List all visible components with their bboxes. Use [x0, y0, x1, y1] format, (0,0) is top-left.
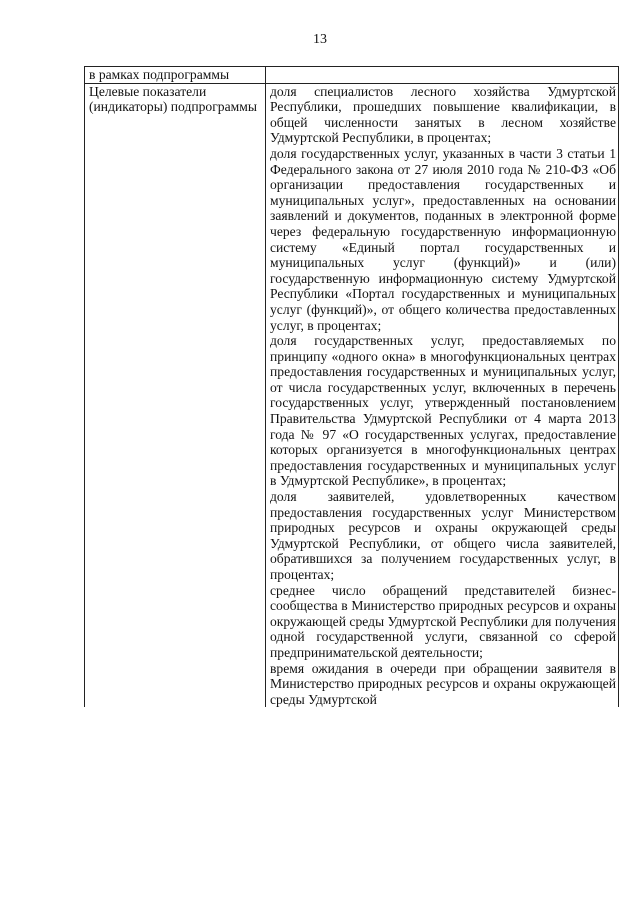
indicator-item: доля государственных услуг, указанных в части 3 статьи 1 Федерального закона от 27 июля 2010 года № 210-ФЗ «Об организации предоставления государственных и муниципальных услуг», предоставленных на основании заявлений и документов, поданных в электронной форме через федеральную государственную информационную систему «Единый портал государственных и муниципальных услуг (функций)» и (или) государственную информационную систему Удмуртской Республики «Портал государственных и муниципальных услуг (функций)», от общего количества предоставленных услуг, в процентах;	[270, 145, 616, 333]
indicator-item: доля заявителей, удовлетворенных качеством предоставления государственных услуг Министерством природных ресурсов и охраны окружающей среды Удмуртской Республики, от общего числа заявителей, обратившихся за получением государственных услуг, в процентах;	[270, 489, 616, 582]
indicators-label-cell: Целевые показатели (индикаторы) подпрограммы	[85, 83, 266, 707]
passport-table	[84, 66, 619, 707]
indicator-item: время ожидания в очереди при обращении заявителя в Министерство природных ресурсов и охраны окружающей среды Удмуртской	[270, 660, 616, 707]
indicator-item: доля государственных услуг, предоставляемых по принципу «одного окна» в многофункциональных центрах предоставления государственных и муниципальных услуг, от числа государственных услуг, включенных в перечень государственных услуг, утвержденный постановлением Правительства Удмуртской Республики от 4 марта 2013 года № 97 «О государственных услугах, предоставление которых организуется в многофункциональных центрах предоставления государственных и муниципальных услуг в Удмуртской Республике», в процентах;	[270, 333, 616, 489]
table-row	[85, 67, 619, 84]
indicator-item: среднее число обращений представителей бизнес-сообщества в Министерство природных ресурсов и охраны окружающей среды Удмуртской Республики для получения одной государственной услуги, связанной со сферой предпринимательской деятельности;	[270, 582, 616, 660]
table-row	[85, 83, 619, 707]
header-right-cell	[266, 67, 619, 84]
indicators-list-cell	[266, 83, 619, 707]
page-number: 13	[313, 32, 327, 47]
indicator-item: доля специалистов лесного хозяйства Удмуртской Республики, прошедших повышение квалификации, в общей численности занятых в лесном хозяйстве Удмуртской Республики, в процентах;	[270, 83, 616, 146]
table-clip	[84, 66, 620, 831]
header-left-cell: в рамках подпрограммы	[85, 67, 266, 84]
